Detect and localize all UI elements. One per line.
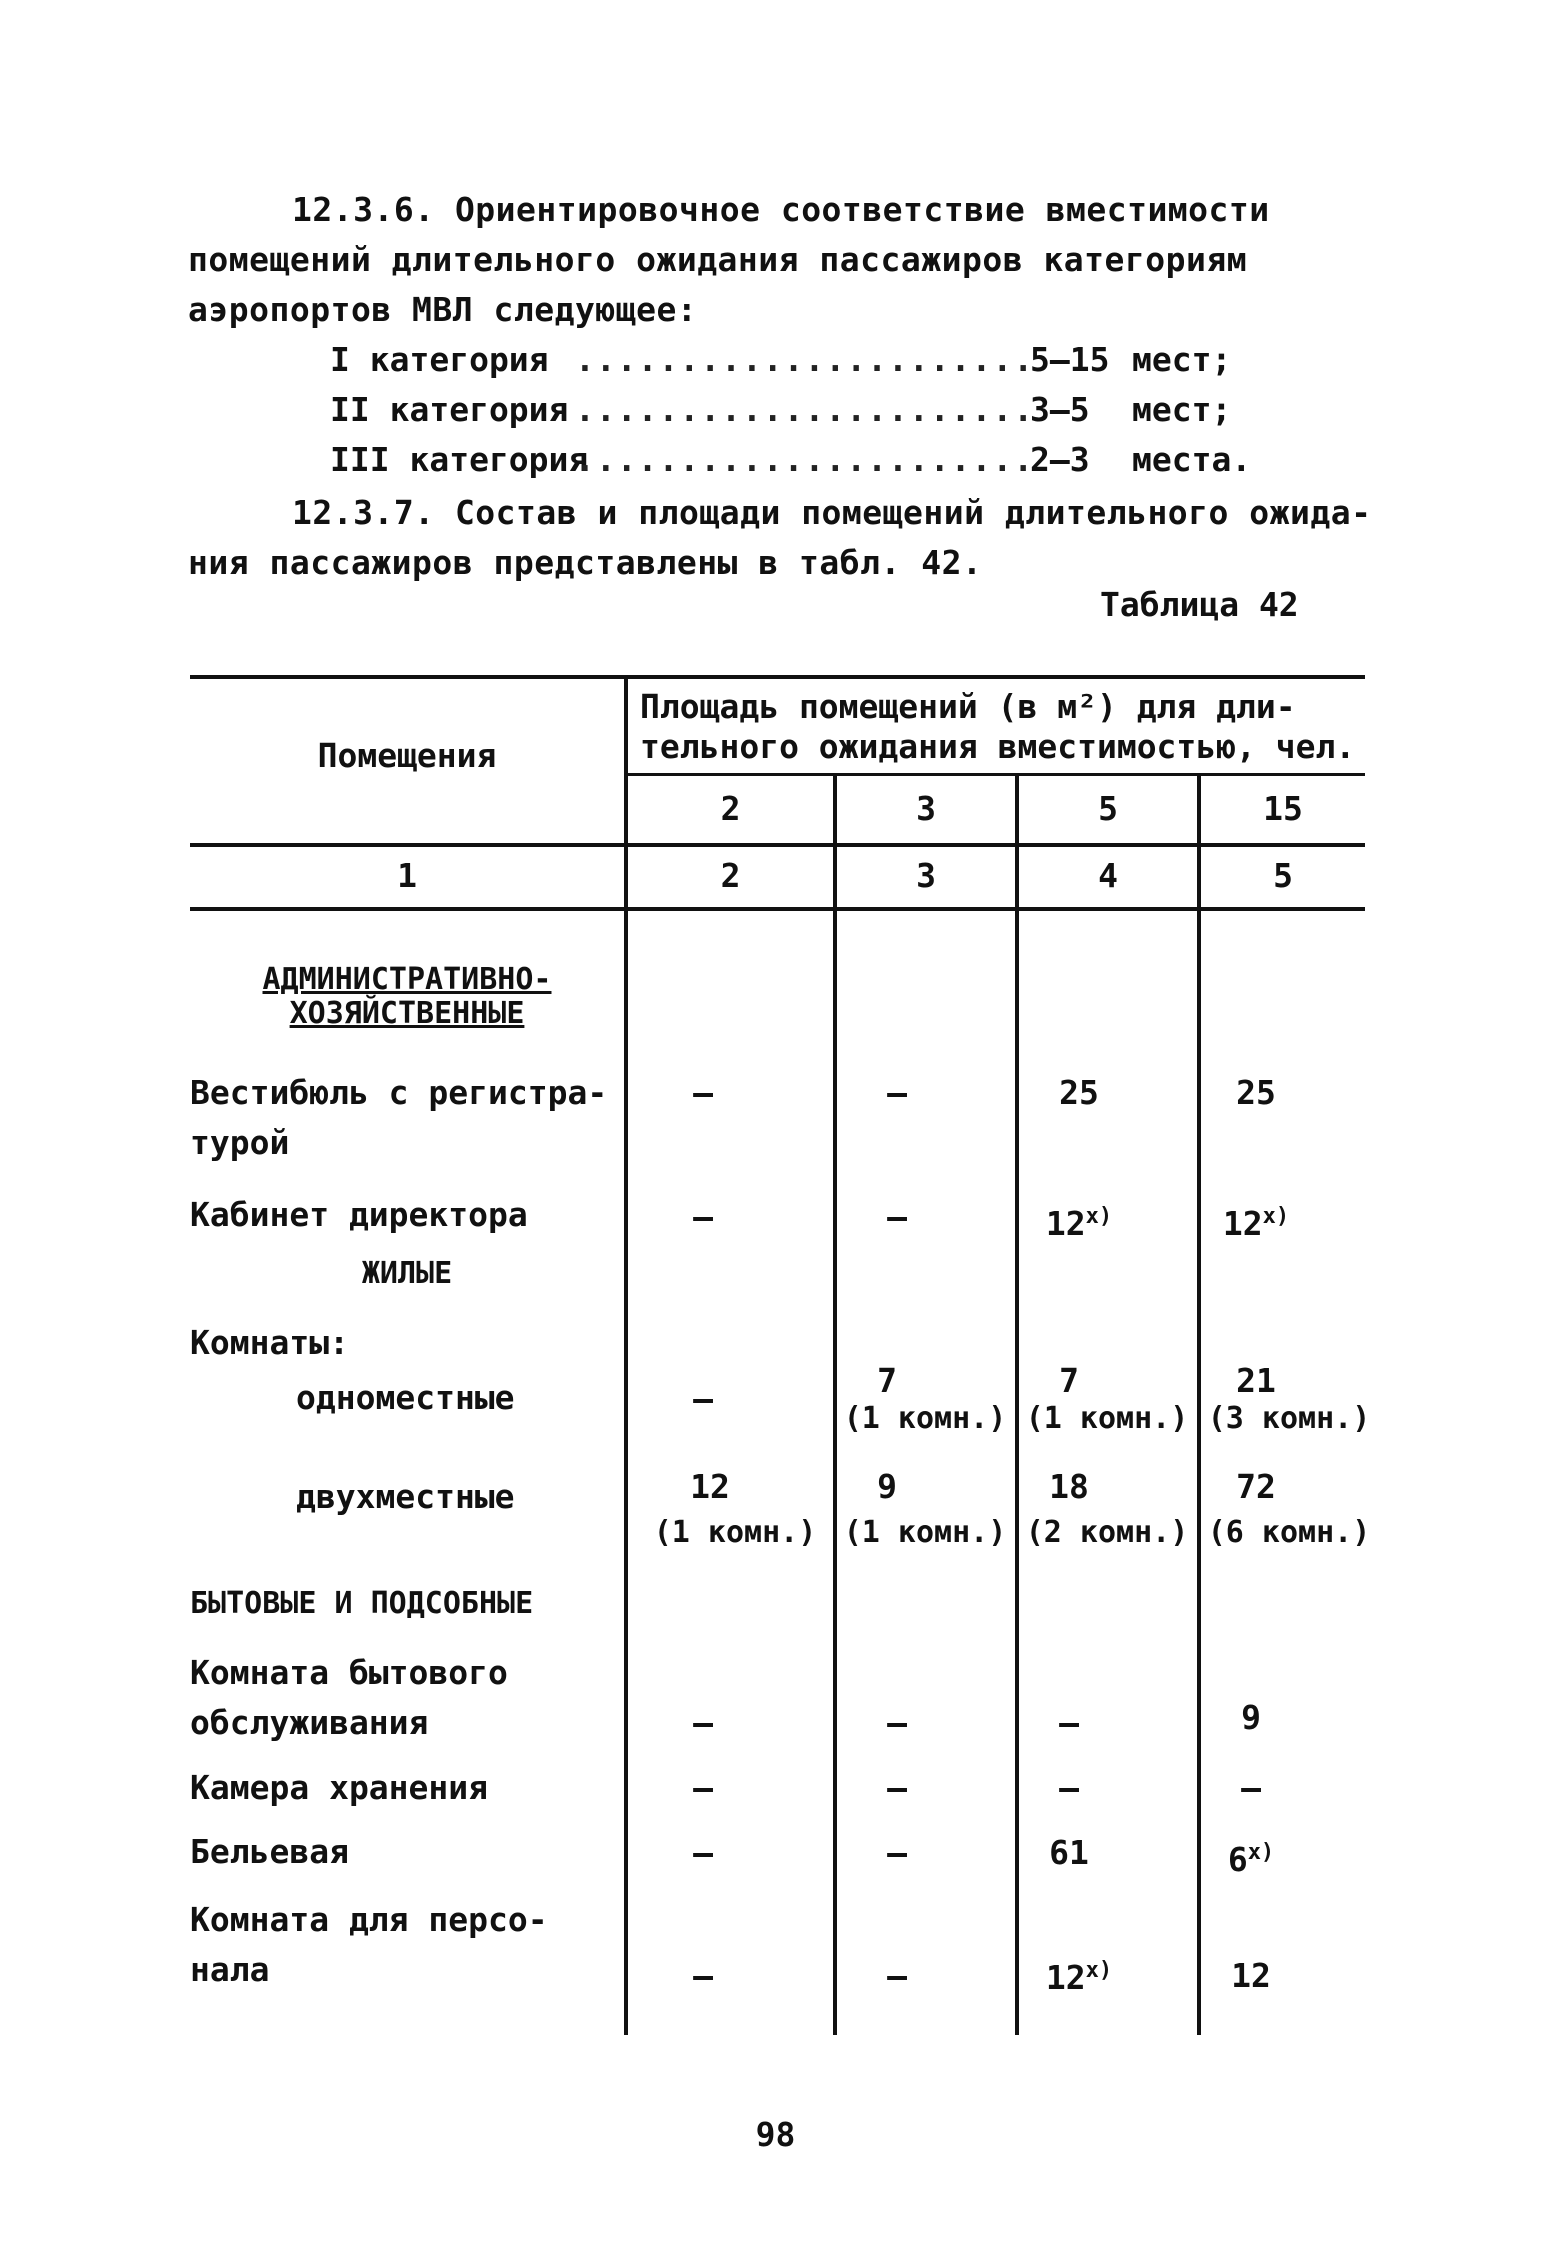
vestibule-val-2: –: [693, 1073, 713, 1112]
double-val-2: 12: [690, 1467, 730, 1506]
single-val-3: 7: [877, 1361, 897, 1400]
service-val-3: –: [887, 1703, 907, 1742]
category-value: 5–15: [1030, 340, 1110, 379]
single-sub-3: (1 комн.): [843, 1401, 1007, 1436]
single-val-5: 7: [1059, 1361, 1079, 1400]
column-number-5: 5: [1273, 856, 1293, 895]
paragraph-12-3-7-line1: 12.3.7. Состав и площади помещений длительного ожида-: [292, 493, 1372, 532]
page-number: 98: [755, 2115, 796, 2154]
single-val-15: 21: [1236, 1361, 1276, 1400]
leader-dots: ......................: [575, 340, 1035, 379]
row-service-label-1: Комната бытового: [190, 1653, 508, 1692]
linen-val-3: –: [887, 1833, 907, 1872]
header-rooms: Помещения: [317, 736, 497, 775]
double-val-15: 72: [1236, 1467, 1276, 1506]
column-number-3: 3: [916, 856, 936, 895]
double-sub-3: (1 комн.): [843, 1515, 1007, 1550]
section-living: ЖИЛЫЕ: [361, 1256, 453, 1291]
single-val-2: –: [693, 1379, 713, 1418]
footnote-mark: x): [1262, 1204, 1290, 1229]
category-name: III категория: [330, 440, 589, 479]
vestibule-val-5: 25: [1059, 1073, 1099, 1112]
double-sub-5: (2 комн.): [1025, 1515, 1189, 1550]
service-val-15: 9: [1241, 1698, 1261, 1737]
service-val-2: –: [693, 1703, 713, 1742]
double-val-3: 9: [877, 1467, 897, 1506]
table-top-rule: [190, 675, 1365, 679]
single-sub-15: (3 комн.): [1207, 1401, 1371, 1436]
row-service-label-2: обслуживания: [190, 1703, 429, 1742]
column-number-1: 1: [397, 856, 417, 895]
row-storage-label: Камера хранения: [190, 1768, 489, 1807]
value-text: 12: [1045, 1204, 1086, 1243]
leader-dots: ......................: [575, 390, 1035, 429]
table-caption: Таблица 42: [1100, 585, 1299, 624]
capacity-3: 3: [916, 789, 936, 828]
row-vestibule-label-2: турой: [190, 1123, 290, 1162]
double-sub-15: (6 комн.): [1207, 1515, 1371, 1550]
row-staff-label-1: Комната для персо-: [190, 1900, 548, 1939]
director-val-15: [1201, 1196, 1311, 1245]
footnote-mark: x): [1085, 1958, 1113, 1983]
row-single-label: одноместные: [296, 1378, 515, 1417]
row-vestibule-label-1: Вестибюль с регистра-: [190, 1073, 608, 1112]
storage-val-3: –: [887, 1768, 907, 1807]
director-val-3: –: [887, 1197, 907, 1236]
header-bottom-rule: [190, 843, 1365, 847]
staff-val-3: –: [887, 1956, 907, 1995]
category-value: 2–3: [1030, 440, 1090, 479]
row-double-label: двухместные: [296, 1477, 515, 1516]
vestibule-val-3: –: [887, 1073, 907, 1112]
column-number-4: 4: [1098, 856, 1118, 895]
capacity-15: 15: [1263, 789, 1303, 828]
footnote-mark: x): [1247, 1840, 1275, 1865]
linen-val-2: –: [693, 1833, 713, 1872]
section-household: БЫТОВЫЕ И ПОДСОБНЫЕ: [190, 1586, 534, 1621]
staff-val-5: [1019, 1950, 1139, 1999]
paragraph-12-3-7-line2: ния пассажиров представлены в табл. 42.: [188, 543, 983, 582]
director-val-2: –: [693, 1197, 713, 1236]
header-area-line2: тельного ожидания вместимостью, чел.: [640, 727, 1356, 766]
section-admin-line1: АДМИНИСТРАТИВНО-: [262, 962, 552, 997]
storage-val-2: –: [693, 1768, 713, 1807]
category-unit: места.: [1132, 440, 1252, 479]
category-value: 3–5: [1030, 390, 1090, 429]
column-number-2: 2: [720, 856, 741, 895]
double-sub-2: (1 комн.): [653, 1515, 817, 1550]
section-admin-line2: ХОЗЯЙСТВЕННЫЕ: [289, 996, 525, 1031]
value-text: 6: [1227, 1840, 1248, 1879]
linen-val-15: [1201, 1832, 1301, 1881]
row-staff-label-2: нала: [190, 1950, 270, 1989]
capacity-2: 2: [720, 789, 741, 828]
row-rooms-label: Комнаты:: [190, 1323, 349, 1362]
storage-val-15: –: [1241, 1768, 1261, 1807]
capacity-5: 5: [1098, 789, 1118, 828]
staff-val-15: 12: [1231, 1956, 1271, 1995]
director-val-5: [1019, 1196, 1139, 1245]
footnote-mark: x): [1085, 1204, 1113, 1229]
value-text: 12: [1222, 1204, 1263, 1243]
leader-dots: ......................: [575, 440, 1035, 479]
category-name: I категория: [330, 340, 549, 379]
staff-val-2: –: [693, 1956, 713, 1995]
single-sub-5: (1 комн.): [1025, 1401, 1189, 1436]
category-name: II категория: [330, 390, 569, 429]
category-unit: мест;: [1132, 390, 1232, 429]
header-sub-rule: [626, 773, 1365, 776]
double-val-5: 18: [1049, 1467, 1089, 1506]
service-val-5: –: [1059, 1703, 1079, 1742]
value-text: 12: [1045, 1958, 1086, 1997]
row-director-label: Кабинет директора: [190, 1195, 528, 1234]
vestibule-val-15: 25: [1236, 1073, 1276, 1112]
header-area-line1: Площадь помещений (в м²) для дли-: [640, 687, 1296, 726]
category-unit: мест;: [1132, 340, 1232, 379]
column-numbers-rule: [190, 907, 1365, 911]
storage-val-5: –: [1059, 1768, 1079, 1807]
paragraph-12-3-6: 12.3.6. Ориентировочное соответствие вместимости помещений длительного ожидания пассажиров категориям аэропортов МВЛ следующее:: [188, 190, 1270, 329]
linen-val-5: 61: [1049, 1833, 1089, 1872]
row-linen-label: Бельевая: [190, 1832, 349, 1871]
